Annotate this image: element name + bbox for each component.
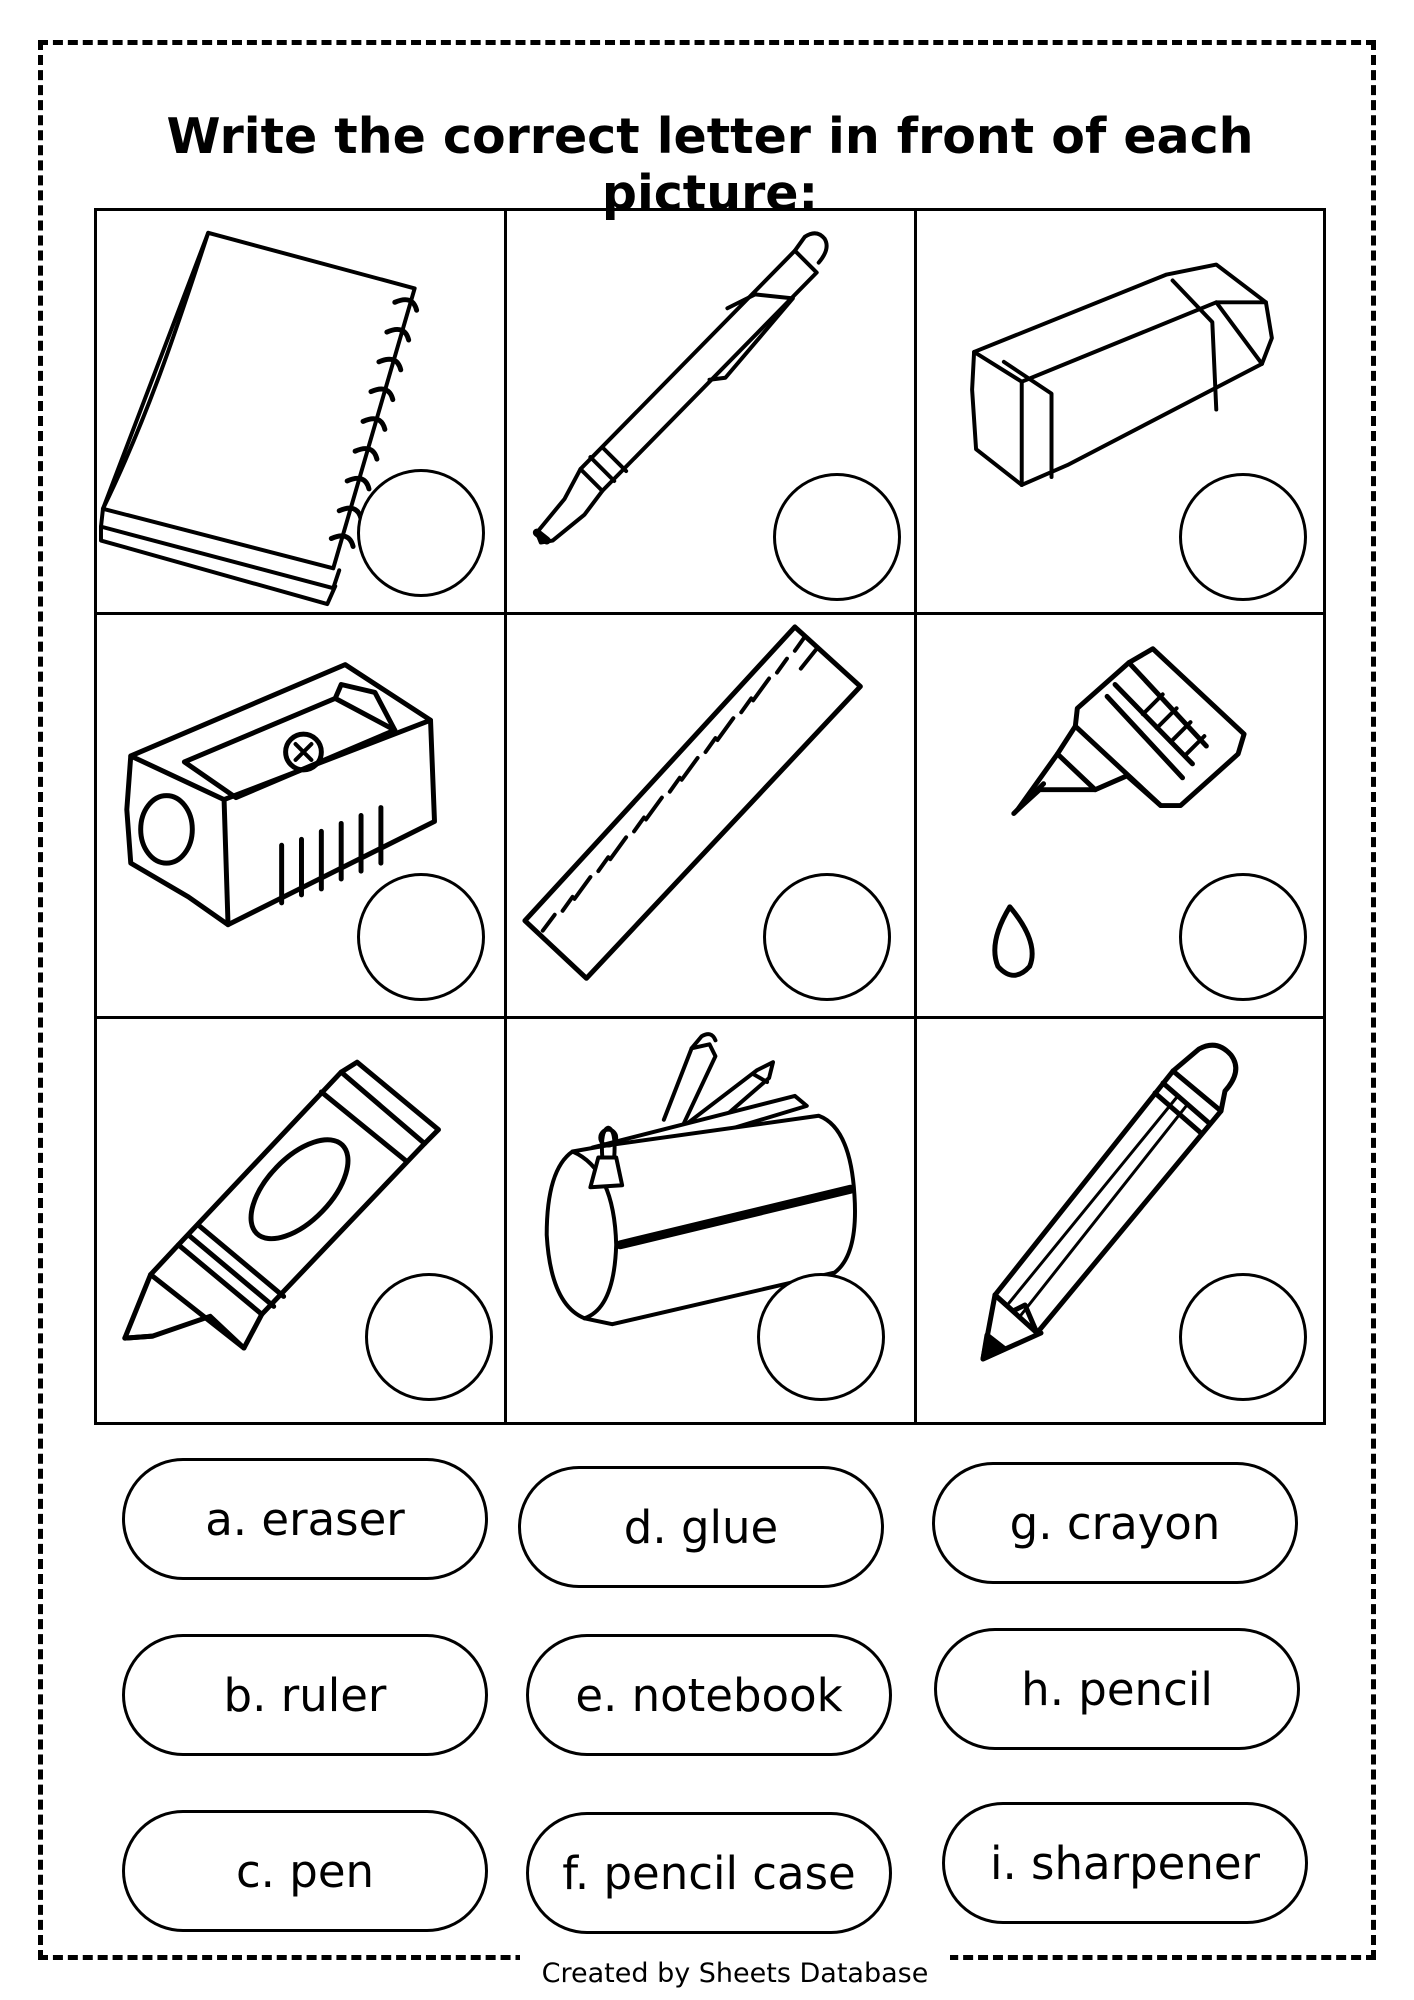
option-label: e. notebook <box>575 1668 843 1722</box>
option-label: f. pencil case <box>562 1846 856 1900</box>
picture-cell-crayon <box>97 1019 507 1422</box>
answer-circle[interactable] <box>1179 873 1307 1001</box>
answer-circle[interactable] <box>1179 473 1307 601</box>
answer-circle[interactable] <box>365 1273 493 1401</box>
picture-grid <box>94 208 1326 1425</box>
option-pencil <box>934 1628 1300 1750</box>
answer-circle[interactable] <box>757 1273 885 1401</box>
picture-cell-pen <box>507 211 917 615</box>
option-notebook <box>526 1634 892 1756</box>
option-label: i. sharpener <box>989 1836 1261 1890</box>
answer-circle[interactable] <box>763 873 891 1001</box>
picture-cell-eraser <box>917 211 1323 615</box>
option-eraser <box>122 1458 488 1580</box>
footer-credit: Created by Sheets Database <box>541 1958 929 1989</box>
option-label: g. crayon <box>1009 1496 1221 1550</box>
picture-cell-pencil-case <box>507 1019 917 1422</box>
option-glue <box>518 1466 884 1588</box>
option-label: b. ruler <box>223 1668 387 1722</box>
option-label: c. pen <box>235 1844 375 1898</box>
option-pen <box>122 1810 488 1932</box>
picture-cell-sharpener <box>97 615 507 1019</box>
option-ruler <box>122 1634 488 1756</box>
option-label: h. pencil <box>1021 1662 1213 1716</box>
picture-cell-glue <box>917 615 1323 1019</box>
option-sharpener <box>942 1802 1308 1924</box>
page-title: Write the correct letter in front of each picture: <box>166 108 1254 222</box>
picture-cell-ruler <box>507 615 917 1019</box>
option-label: a. eraser <box>205 1492 405 1546</box>
picture-cell-pencil <box>917 1019 1323 1422</box>
option-label: d. glue <box>623 1500 779 1554</box>
picture-cell-notebook <box>97 211 507 615</box>
answer-circle[interactable] <box>1179 1273 1307 1401</box>
answer-circle[interactable] <box>357 873 485 1001</box>
answer-circle[interactable] <box>773 473 901 601</box>
option-pencil-case <box>526 1812 892 1934</box>
option-crayon <box>932 1462 1298 1584</box>
answer-circle[interactable] <box>357 469 485 597</box>
